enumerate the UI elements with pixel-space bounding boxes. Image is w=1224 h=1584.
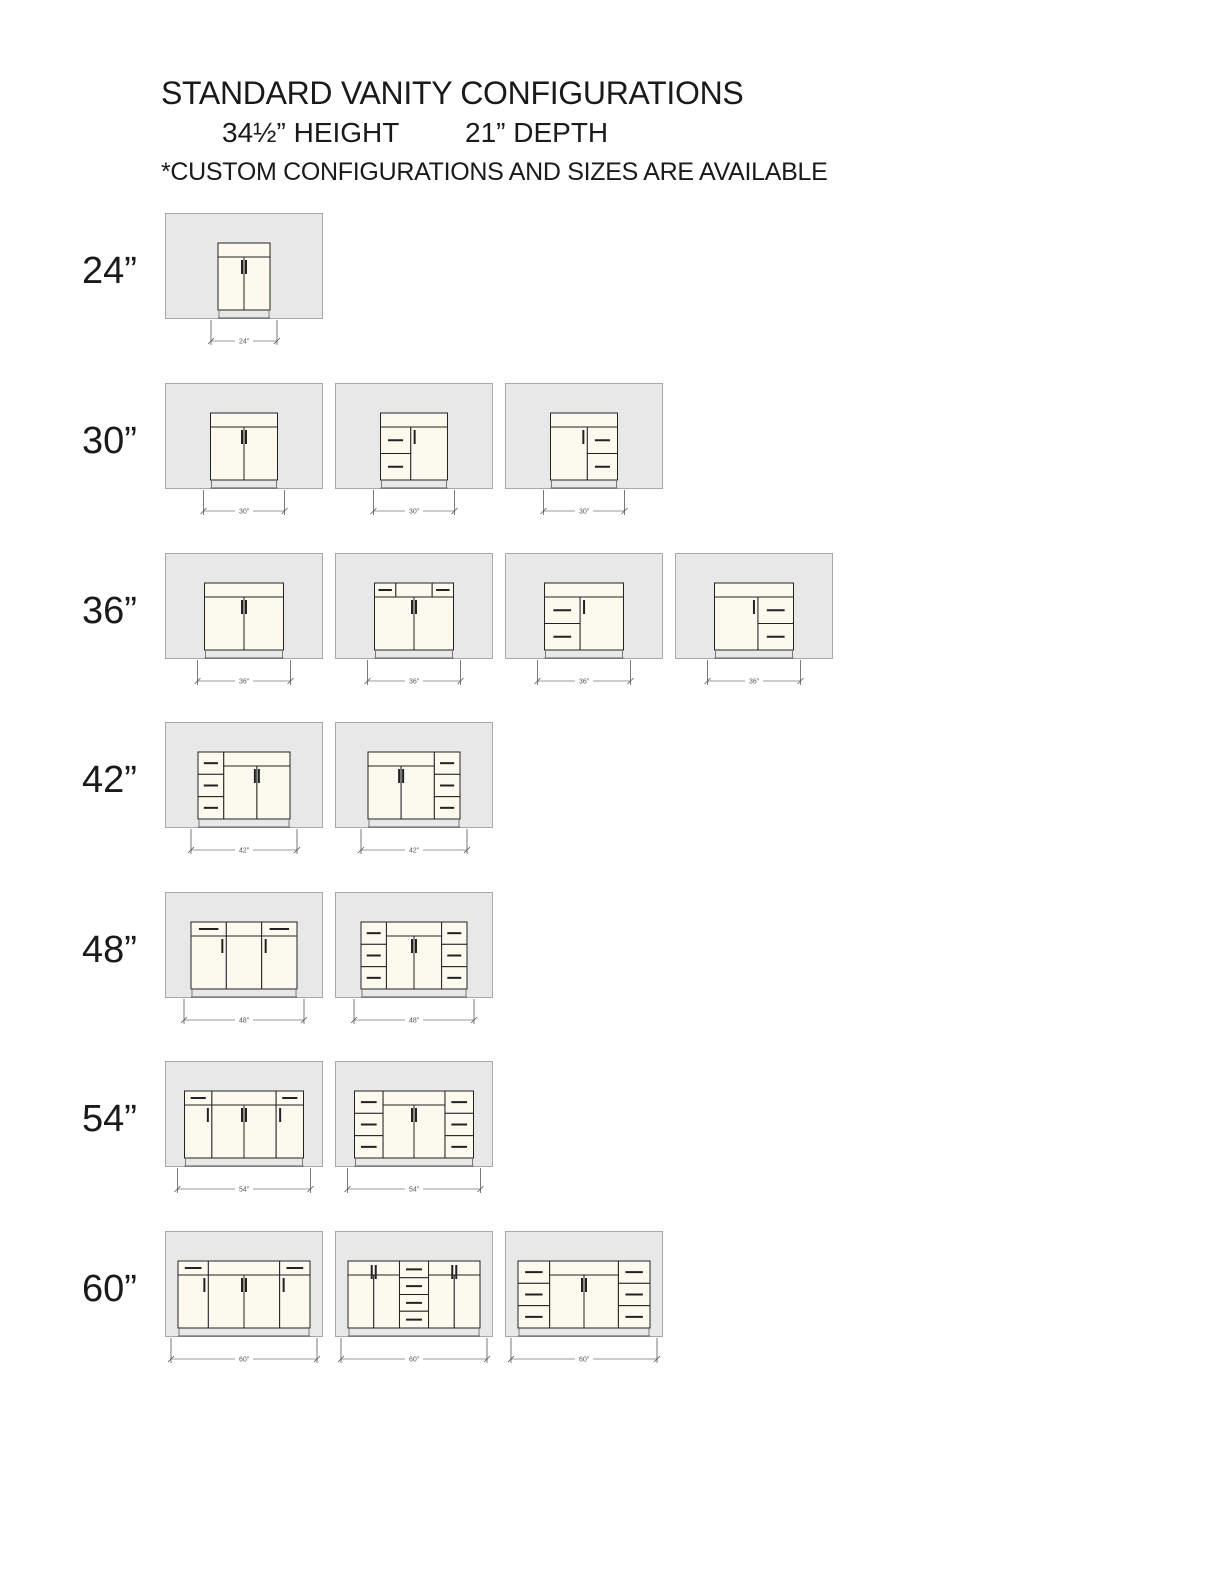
dimension-label: 30” [578, 508, 590, 516]
vanity-cabinet-drawing [165, 1231, 323, 1371]
dimension-label: 54” [238, 1186, 250, 1194]
dimension-label: 42” [238, 847, 250, 855]
dimension-label: 60” [408, 1356, 420, 1364]
vanity-cabinet-drawing [165, 553, 323, 693]
dimension-label: 60” [578, 1356, 590, 1364]
vanity-cabinet-drawing [335, 383, 493, 523]
vanity-cabinet-drawing [505, 1231, 663, 1371]
vanity-cabinet-drawing [165, 722, 323, 862]
size-label: 30” [82, 420, 137, 462]
dimension-label: 30” [408, 508, 420, 516]
size-label: 36” [82, 590, 137, 632]
vanity-cabinet-drawing [335, 722, 493, 862]
size-label: 42” [82, 759, 137, 801]
vanity-cabinet-drawing [675, 553, 833, 693]
dimension-label: 48” [238, 1017, 250, 1025]
dimension-label: 36” [578, 678, 590, 686]
vanity-cabinet-drawing [165, 892, 323, 1032]
vanity-cabinet-drawing [505, 553, 663, 693]
dimension-label: 36” [238, 678, 250, 686]
dimension-label: 24” [238, 338, 250, 346]
custom-note: *CUSTOM CONFIGURATIONS AND SIZES ARE AVAILABLE [161, 158, 828, 186]
dimension-label: 36” [748, 678, 760, 686]
size-label: 54” [82, 1098, 137, 1140]
depth-spec: 21” DEPTH [465, 117, 609, 148]
vanity-cabinet-drawing [165, 213, 323, 353]
vanity-cabinet-drawing [165, 1061, 323, 1201]
vanity-cabinet-drawing [335, 892, 493, 1032]
height-spec: 34½” HEIGHT [222, 117, 400, 148]
dimension-label: 42” [408, 847, 420, 855]
vanity-cabinet-drawing [335, 1231, 493, 1371]
dimension-label: 54” [408, 1186, 420, 1194]
vanity-cabinet-drawing [165, 383, 323, 523]
dimension-label: 48” [408, 1017, 420, 1025]
dimension-label: 36” [408, 678, 420, 686]
vanity-cabinet-drawing [335, 553, 493, 693]
size-label: 24” [82, 250, 137, 292]
vanity-cabinet-drawing [505, 383, 663, 523]
size-label: 48” [82, 929, 137, 971]
dimension-label: 30” [238, 508, 250, 516]
size-label: 60” [82, 1268, 137, 1310]
dimension-label: 60” [238, 1356, 250, 1364]
page-title: STANDARD VANITY CONFIGURATIONS [161, 75, 744, 111]
vanity-cabinet-drawing [335, 1061, 493, 1201]
